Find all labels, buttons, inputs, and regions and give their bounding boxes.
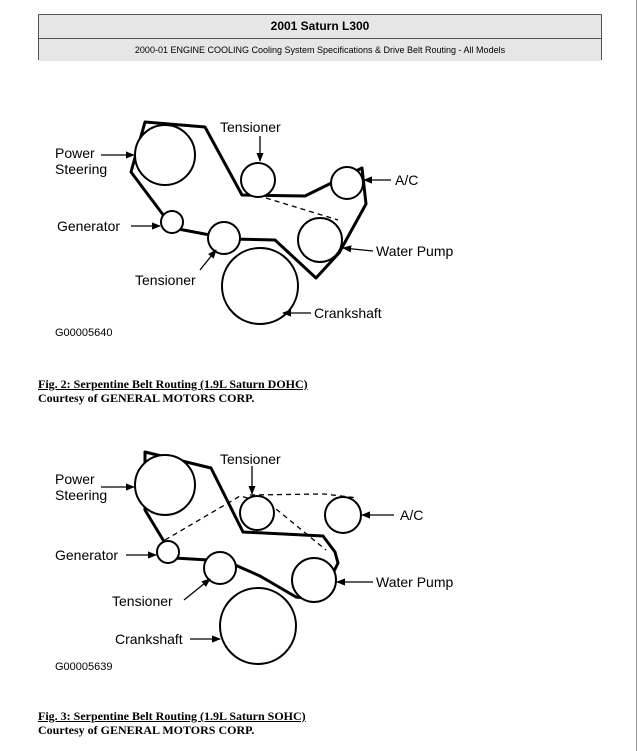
water-pump-pulley (292, 558, 336, 602)
upper-tensioner-pulley (241, 163, 275, 197)
label-ac: A/C (395, 172, 419, 188)
label-power: Power (55, 145, 95, 161)
belt-routing-diagram-dohc (38, 108, 478, 358)
label-generator: Generator (57, 218, 121, 234)
figure-3-diagram (38, 440, 478, 690)
label-steering: Steering (55, 487, 108, 503)
label-ac: A/C (400, 507, 424, 523)
power-steering-pulley (135, 455, 195, 515)
water-pump-leader (343, 248, 373, 251)
label-water-pump: Water Pump (376, 574, 454, 590)
label-tensioner-bottom: Tensioner (112, 593, 173, 609)
header-subtitle: 2000-01 ENGINE COOLING Cooling System Specifications & Drive Belt Routing - All Models (39, 39, 601, 61)
label-tensioner-bottom: Tensioner (135, 272, 196, 288)
tensioner-bottom-leader (184, 579, 210, 600)
power-steering-pulley (135, 125, 195, 185)
figure-2-diagram (38, 108, 478, 358)
label-power: Power (55, 471, 95, 487)
label-water-pump: Water Pump (376, 243, 454, 259)
crankshaft-pulley (220, 588, 296, 664)
label-steering: Steering (55, 161, 108, 177)
figure-code: G00005639 (55, 661, 113, 673)
upper-tensioner-pulley (240, 496, 274, 530)
alternate-belt-path (266, 198, 338, 220)
water-pump-pulley (298, 218, 342, 262)
belt-routing-diagram-sohc (38, 440, 478, 690)
document-header (38, 14, 602, 60)
generator-pulley (161, 211, 183, 233)
label-tensioner-top: Tensioner (220, 451, 281, 467)
tensioner-bottom-leader (200, 250, 216, 270)
label-tensioner-top: Tensioner (220, 119, 281, 135)
ac-pulley (331, 167, 363, 199)
caption-title: Fig. 2: Serpentine Belt Routing (1.9L Saturn DOHC) (38, 377, 308, 391)
lower-tensioner-pulley (208, 222, 240, 254)
figure-2-caption (38, 377, 308, 405)
figure-3-caption (38, 709, 306, 737)
header-title: 2001 Saturn L300 (39, 15, 601, 39)
caption-title: Fig. 3: Serpentine Belt Routing (1.9L Saturn SOHC) (38, 709, 306, 723)
generator-pulley (157, 541, 179, 563)
label-crankshaft: Crankshaft (314, 305, 382, 321)
caption-credit: Courtesy of GENERAL MOTORS CORP. (38, 391, 255, 405)
ac-pulley (325, 497, 361, 533)
label-generator: Generator (55, 547, 119, 563)
caption-credit: Courtesy of GENERAL MOTORS CORP. (38, 723, 255, 737)
label-crankshaft: Crankshaft (115, 631, 183, 647)
figure-code: G00005640 (55, 327, 113, 339)
